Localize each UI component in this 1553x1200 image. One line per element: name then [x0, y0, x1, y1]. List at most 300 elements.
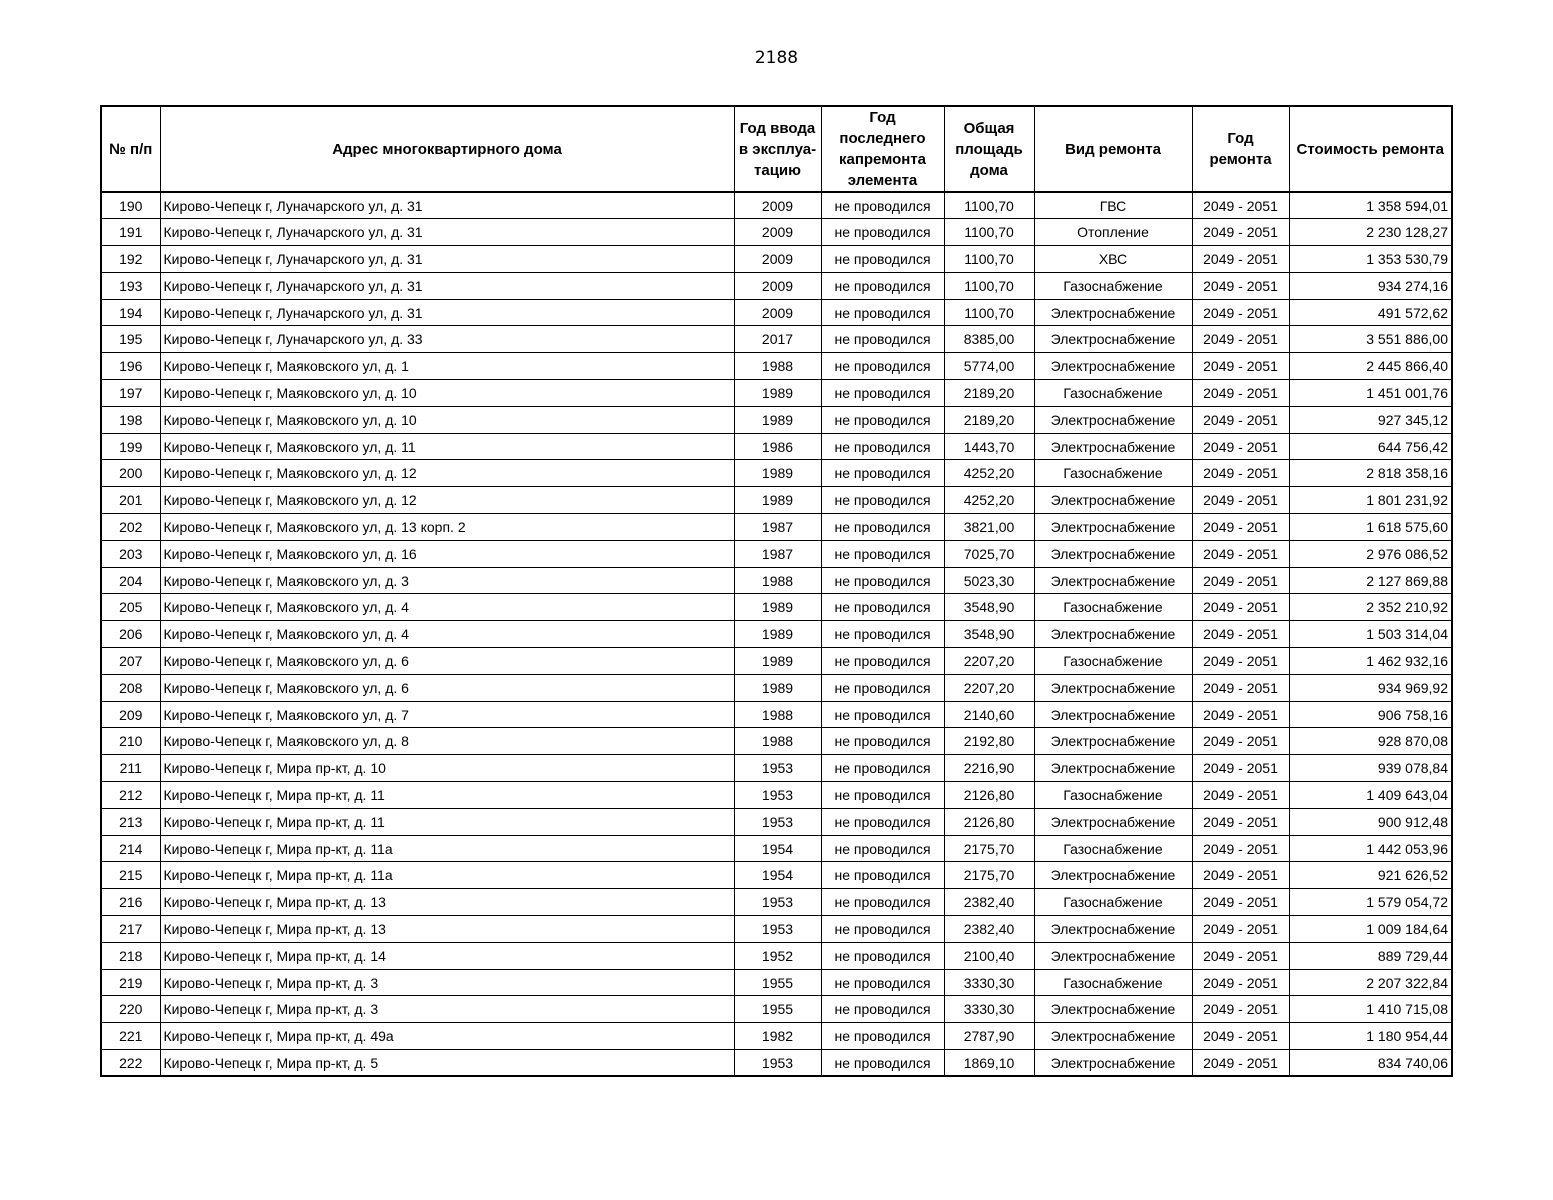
cell-address: Кирово-Чепецк г, Маяковского ул, д. 3	[160, 567, 734, 594]
cell-repair-period: 2049 - 2051	[1192, 1023, 1289, 1050]
cell-area: 2207,20	[944, 648, 1034, 675]
cell-repair-period: 2049 - 2051	[1192, 272, 1289, 299]
cell-repair-type: Электроснабжение	[1034, 674, 1192, 701]
cell-repair-type: Электроснабжение	[1034, 433, 1192, 460]
cell-year-built: 2009	[734, 219, 821, 246]
table-row	[101, 942, 1452, 969]
cell-address: Кирово-Чепецк г, Мира пр-кт, д. 5	[160, 1050, 734, 1077]
cell-last-repair: не проводился	[821, 916, 944, 943]
cell-year-built: 1953	[734, 782, 821, 809]
cell-last-repair: не проводился	[821, 299, 944, 326]
cell-repair-period: 2049 - 2051	[1192, 621, 1289, 648]
cell-area: 1100,70	[944, 219, 1034, 246]
cell-num: 197	[101, 380, 160, 407]
cell-repair-period: 2049 - 2051	[1192, 353, 1289, 380]
cell-last-repair: не проводился	[821, 380, 944, 407]
table-row	[101, 219, 1452, 246]
table-row	[101, 1050, 1452, 1077]
cell-area: 1100,70	[944, 299, 1034, 326]
cell-last-repair: не проводился	[821, 996, 944, 1023]
cell-num: 194	[101, 299, 160, 326]
cell-num: 219	[101, 969, 160, 996]
cell-num: 217	[101, 916, 160, 943]
table-row	[101, 862, 1452, 889]
cell-last-repair: не проводился	[821, 1023, 944, 1050]
cell-repair-period: 2049 - 2051	[1192, 540, 1289, 567]
cell-year-built: 2009	[734, 246, 821, 273]
cell-cost: 1 442 053,96	[1289, 835, 1452, 862]
cell-last-repair: не проводился	[821, 755, 944, 782]
cell-repair-period: 2049 - 2051	[1192, 326, 1289, 353]
cell-cost: 889 729,44	[1289, 942, 1452, 969]
table-row	[101, 996, 1452, 1023]
cell-repair-period: 2049 - 2051	[1192, 514, 1289, 541]
table-row	[101, 433, 1452, 460]
cell-cost: 1 618 575,60	[1289, 514, 1452, 541]
cell-area: 4252,20	[944, 460, 1034, 487]
cell-address: Кирово-Чепецк г, Мира пр-кт, д. 11а	[160, 862, 734, 889]
cell-address: Кирово-Чепецк г, Маяковского ул, д. 12	[160, 460, 734, 487]
table-row	[101, 1023, 1452, 1050]
cell-address: Кирово-Чепецк г, Мира пр-кт, д. 10	[160, 755, 734, 782]
cell-area: 5023,30	[944, 567, 1034, 594]
cell-repair-type: Электроснабжение	[1034, 942, 1192, 969]
repair-registry-table	[100, 105, 1453, 1077]
cell-address: Кирово-Чепецк г, Мира пр-кт, д. 3	[160, 996, 734, 1023]
cell-repair-type: Электроснабжение	[1034, 487, 1192, 514]
table-row	[101, 353, 1452, 380]
cell-cost: 2 818 358,16	[1289, 460, 1452, 487]
cell-last-repair: не проводился	[821, 272, 944, 299]
cell-area: 2189,20	[944, 406, 1034, 433]
cell-repair-type: Газоснабжение	[1034, 460, 1192, 487]
table-row	[101, 782, 1452, 809]
cell-year-built: 1988	[734, 353, 821, 380]
cell-num: 218	[101, 942, 160, 969]
cell-num: 220	[101, 996, 160, 1023]
cell-cost: 2 127 869,88	[1289, 567, 1452, 594]
cell-cost: 1 409 643,04	[1289, 782, 1452, 809]
cell-num: 207	[101, 648, 160, 675]
cell-repair-type: Электроснабжение	[1034, 540, 1192, 567]
cell-num: 193	[101, 272, 160, 299]
cell-repair-period: 2049 - 2051	[1192, 755, 1289, 782]
cell-area: 1443,70	[944, 433, 1034, 460]
cell-address: Кирово-Чепецк г, Мира пр-кт, д. 14	[160, 942, 734, 969]
table-row	[101, 567, 1452, 594]
cell-repair-period: 2049 - 2051	[1192, 674, 1289, 701]
cell-cost: 906 758,16	[1289, 701, 1452, 728]
cell-address: Кирово-Чепецк г, Мира пр-кт, д. 13	[160, 889, 734, 916]
cell-repair-type: Электроснабжение	[1034, 406, 1192, 433]
cell-repair-period: 2049 - 2051	[1192, 567, 1289, 594]
cell-address: Кирово-Чепецк г, Луначарского ул, д. 31	[160, 299, 734, 326]
cell-num: 199	[101, 433, 160, 460]
cell-last-repair: не проводился	[821, 648, 944, 675]
cell-repair-type: Электроснабжение	[1034, 996, 1192, 1023]
cell-cost: 2 976 086,52	[1289, 540, 1452, 567]
cell-area: 2126,80	[944, 782, 1034, 809]
cell-repair-period: 2049 - 2051	[1192, 648, 1289, 675]
cell-repair-type: Электроснабжение	[1034, 299, 1192, 326]
cell-num: 209	[101, 701, 160, 728]
table-row	[101, 755, 1452, 782]
cell-repair-type: Электроснабжение	[1034, 1050, 1192, 1077]
cell-area: 4252,20	[944, 487, 1034, 514]
cell-address: Кирово-Чепецк г, Луначарского ул, д. 31	[160, 272, 734, 299]
cell-repair-period: 2049 - 2051	[1192, 969, 1289, 996]
cell-area: 2175,70	[944, 862, 1034, 889]
header-address: Адрес многоквартирного дома	[160, 106, 734, 192]
cell-area: 8385,00	[944, 326, 1034, 353]
cell-last-repair: не проводился	[821, 487, 944, 514]
cell-last-repair: не проводился	[821, 889, 944, 916]
cell-address: Кирово-Чепецк г, Маяковского ул, д. 10	[160, 380, 734, 407]
cell-address: Кирово-Чепецк г, Маяковского ул, д. 13 корп. 2	[160, 514, 734, 541]
cell-last-repair: не проводился	[821, 514, 944, 541]
cell-last-repair: не проводился	[821, 433, 944, 460]
cell-cost: 1 009 184,64	[1289, 916, 1452, 943]
cell-year-built: 2009	[734, 272, 821, 299]
cell-cost: 928 870,08	[1289, 728, 1452, 755]
cell-cost: 1 358 594,01	[1289, 192, 1452, 219]
cell-num: 210	[101, 728, 160, 755]
table-row	[101, 648, 1452, 675]
cell-address: Кирово-Чепецк г, Луначарского ул, д. 31	[160, 219, 734, 246]
cell-repair-period: 2049 - 2051	[1192, 942, 1289, 969]
cell-num: 191	[101, 219, 160, 246]
header-num: № п/п	[101, 106, 160, 192]
cell-cost: 939 078,84	[1289, 755, 1452, 782]
cell-address: Кирово-Чепецк г, Маяковского ул, д. 1	[160, 353, 734, 380]
cell-last-repair: не проводился	[821, 594, 944, 621]
cell-year-built: 1953	[734, 916, 821, 943]
table-row	[101, 514, 1452, 541]
cell-cost: 491 572,62	[1289, 299, 1452, 326]
cell-year-built: 1955	[734, 996, 821, 1023]
cell-repair-period: 2049 - 2051	[1192, 299, 1289, 326]
cell-year-built: 2009	[734, 299, 821, 326]
cell-cost: 900 912,48	[1289, 808, 1452, 835]
cell-last-repair: не проводился	[821, 808, 944, 835]
cell-repair-period: 2049 - 2051	[1192, 996, 1289, 1023]
cell-repair-period: 2049 - 2051	[1192, 594, 1289, 621]
header-row	[101, 106, 1452, 192]
cell-cost: 921 626,52	[1289, 862, 1452, 889]
cell-num: 204	[101, 567, 160, 594]
cell-address: Кирово-Чепецк г, Маяковского ул, д. 8	[160, 728, 734, 755]
cell-num: 222	[101, 1050, 160, 1077]
cell-num: 202	[101, 514, 160, 541]
cell-area: 1869,10	[944, 1050, 1034, 1077]
cell-repair-type: Электроснабжение	[1034, 916, 1192, 943]
cell-cost: 834 740,06	[1289, 1050, 1452, 1077]
table-row	[101, 916, 1452, 943]
cell-num: 192	[101, 246, 160, 273]
cell-repair-type: Электроснабжение	[1034, 621, 1192, 648]
cell-repair-period: 2049 - 2051	[1192, 380, 1289, 407]
header-repair-type: Вид ремонта	[1034, 106, 1192, 192]
cell-repair-type: Электроснабжение	[1034, 567, 1192, 594]
cell-repair-period: 2049 - 2051	[1192, 433, 1289, 460]
cell-area: 1100,70	[944, 192, 1034, 219]
cell-last-repair: не проводился	[821, 782, 944, 809]
cell-year-built: 1989	[734, 648, 821, 675]
cell-area: 2216,90	[944, 755, 1034, 782]
cell-num: 208	[101, 674, 160, 701]
cell-repair-type: Газоснабжение	[1034, 969, 1192, 996]
cell-year-built: 1953	[734, 889, 821, 916]
cell-address: Кирово-Чепецк г, Мира пр-кт, д. 11	[160, 808, 734, 835]
cell-last-repair: не проводился	[821, 621, 944, 648]
cell-year-built: 1989	[734, 674, 821, 701]
cell-num: 216	[101, 889, 160, 916]
cell-repair-period: 2049 - 2051	[1192, 219, 1289, 246]
cell-num: 203	[101, 540, 160, 567]
table-row	[101, 460, 1452, 487]
cell-address: Кирово-Чепецк г, Луначарского ул, д. 31	[160, 246, 734, 273]
cell-last-repair: не проводился	[821, 674, 944, 701]
table-header	[101, 106, 1452, 192]
table-row	[101, 674, 1452, 701]
cell-repair-type: ГВС	[1034, 192, 1192, 219]
cell-num: 190	[101, 192, 160, 219]
cell-cost: 3 551 886,00	[1289, 326, 1452, 353]
table-body	[101, 192, 1452, 1076]
table-row	[101, 621, 1452, 648]
cell-repair-period: 2049 - 2051	[1192, 460, 1289, 487]
cell-last-repair: не проводился	[821, 406, 944, 433]
cell-address: Кирово-Чепецк г, Маяковского ул, д. 10	[160, 406, 734, 433]
cell-repair-type: Электроснабжение	[1034, 514, 1192, 541]
cell-repair-type: Электроснабжение	[1034, 862, 1192, 889]
cell-repair-period: 2049 - 2051	[1192, 728, 1289, 755]
cell-year-built: 1988	[734, 728, 821, 755]
header-last-repair: Год последнего капремонта элемента	[821, 106, 944, 192]
cell-area: 3330,30	[944, 969, 1034, 996]
cell-year-built: 1986	[734, 433, 821, 460]
cell-address: Кирово-Чепецк г, Мира пр-кт, д. 3	[160, 969, 734, 996]
cell-year-built: 1989	[734, 406, 821, 433]
table-row	[101, 835, 1452, 862]
table-row	[101, 728, 1452, 755]
cell-cost: 1 451 001,76	[1289, 380, 1452, 407]
cell-last-repair: не проводился	[821, 1050, 944, 1077]
table-row	[101, 192, 1452, 219]
table-row	[101, 406, 1452, 433]
header-repair-period: Год ремонта	[1192, 106, 1289, 192]
table-row	[101, 808, 1452, 835]
cell-repair-period: 2049 - 2051	[1192, 192, 1289, 219]
cell-repair-type: Электроснабжение	[1034, 353, 1192, 380]
cell-last-repair: не проводился	[821, 246, 944, 273]
cell-year-built: 1987	[734, 514, 821, 541]
cell-cost: 1 353 530,79	[1289, 246, 1452, 273]
cell-last-repair: не проводился	[821, 567, 944, 594]
table-row	[101, 326, 1452, 353]
cell-year-built: 1988	[734, 701, 821, 728]
cell-cost: 2 445 866,40	[1289, 353, 1452, 380]
cell-area: 2189,20	[944, 380, 1034, 407]
cell-repair-type: Газоснабжение	[1034, 782, 1192, 809]
cell-year-built: 1954	[734, 862, 821, 889]
table-row	[101, 701, 1452, 728]
cell-cost: 2 352 210,92	[1289, 594, 1452, 621]
cell-year-built: 1989	[734, 594, 821, 621]
cell-last-repair: не проводился	[821, 460, 944, 487]
cell-year-built: 2017	[734, 326, 821, 353]
cell-num: 214	[101, 835, 160, 862]
cell-area: 2207,20	[944, 674, 1034, 701]
header-cost: Стоимость ремонта	[1289, 106, 1452, 192]
cell-area: 2140,60	[944, 701, 1034, 728]
table-row	[101, 272, 1452, 299]
cell-last-repair: не проводился	[821, 326, 944, 353]
header-area: Общая площадь дома	[944, 106, 1034, 192]
cell-address: Кирово-Чепецк г, Мира пр-кт, д. 49а	[160, 1023, 734, 1050]
cell-repair-type: Газоснабжение	[1034, 889, 1192, 916]
cell-num: 206	[101, 621, 160, 648]
cell-year-built: 1953	[734, 755, 821, 782]
cell-area: 3330,30	[944, 996, 1034, 1023]
cell-year-built: 1989	[734, 460, 821, 487]
cell-address: Кирово-Чепецк г, Маяковского ул, д. 16	[160, 540, 734, 567]
cell-year-built: 1982	[734, 1023, 821, 1050]
cell-year-built: 1954	[734, 835, 821, 862]
cell-num: 205	[101, 594, 160, 621]
cell-last-repair: не проводился	[821, 192, 944, 219]
cell-year-built: 1989	[734, 621, 821, 648]
cell-num: 195	[101, 326, 160, 353]
table-row	[101, 540, 1452, 567]
cell-cost: 1 180 954,44	[1289, 1023, 1452, 1050]
cell-num: 221	[101, 1023, 160, 1050]
cell-repair-period: 2049 - 2051	[1192, 916, 1289, 943]
cell-address: Кирово-Чепецк г, Маяковского ул, д. 11	[160, 433, 734, 460]
cell-repair-type: Электроснабжение	[1034, 326, 1192, 353]
cell-year-built: 1953	[734, 1050, 821, 1077]
cell-year-built: 1953	[734, 808, 821, 835]
table-row	[101, 969, 1452, 996]
cell-area: 7025,70	[944, 540, 1034, 567]
cell-num: 198	[101, 406, 160, 433]
cell-area: 2787,90	[944, 1023, 1034, 1050]
cell-repair-period: 2049 - 2051	[1192, 701, 1289, 728]
cell-area: 3548,90	[944, 594, 1034, 621]
cell-address: Кирово-Чепецк г, Маяковского ул, д. 7	[160, 701, 734, 728]
cell-repair-type: Отопление	[1034, 219, 1192, 246]
cell-area: 2192,80	[944, 728, 1034, 755]
cell-address: Кирово-Чепецк г, Мира пр-кт, д. 11	[160, 782, 734, 809]
table-row	[101, 889, 1452, 916]
cell-cost: 2 230 128,27	[1289, 219, 1452, 246]
cell-repair-period: 2049 - 2051	[1192, 808, 1289, 835]
cell-last-repair: не проводился	[821, 969, 944, 996]
cell-address: Кирово-Чепецк г, Луначарского ул, д. 33	[160, 326, 734, 353]
cell-cost: 1 462 932,16	[1289, 648, 1452, 675]
cell-area: 1100,70	[944, 272, 1034, 299]
cell-last-repair: не проводился	[821, 540, 944, 567]
cell-area: 3548,90	[944, 621, 1034, 648]
cell-num: 200	[101, 460, 160, 487]
cell-repair-type: Электроснабжение	[1034, 808, 1192, 835]
cell-repair-type: Электроснабжение	[1034, 728, 1192, 755]
cell-year-built: 1988	[734, 567, 821, 594]
cell-cost: 1 503 314,04	[1289, 621, 1452, 648]
cell-cost: 1 579 054,72	[1289, 889, 1452, 916]
table-row	[101, 380, 1452, 407]
cell-last-repair: не проводился	[821, 835, 944, 862]
cell-num: 201	[101, 487, 160, 514]
cell-repair-period: 2049 - 2051	[1192, 246, 1289, 273]
cell-area: 2100,40	[944, 942, 1034, 969]
cell-repair-type: Газоснабжение	[1034, 835, 1192, 862]
header-year-built: Год ввода в эксплуа-тацию	[734, 106, 821, 192]
cell-year-built: 1989	[734, 487, 821, 514]
cell-year-built: 1955	[734, 969, 821, 996]
cell-last-repair: не проводился	[821, 353, 944, 380]
cell-area: 2175,70	[944, 835, 1034, 862]
cell-area: 3821,00	[944, 514, 1034, 541]
cell-last-repair: не проводился	[821, 219, 944, 246]
cell-repair-period: 2049 - 2051	[1192, 889, 1289, 916]
cell-address: Кирово-Чепецк г, Маяковского ул, д. 6	[160, 674, 734, 701]
cell-area: 5774,00	[944, 353, 1034, 380]
cell-last-repair: не проводился	[821, 942, 944, 969]
cell-repair-type: Электроснабжение	[1034, 1023, 1192, 1050]
cell-repair-type: Газоснабжение	[1034, 594, 1192, 621]
cell-repair-type: Электроснабжение	[1034, 755, 1192, 782]
cell-repair-type: Газоснабжение	[1034, 648, 1192, 675]
cell-year-built: 2009	[734, 192, 821, 219]
cell-num: 213	[101, 808, 160, 835]
cell-num: 215	[101, 862, 160, 889]
cell-repair-period: 2049 - 2051	[1192, 835, 1289, 862]
cell-repair-period: 2049 - 2051	[1192, 1050, 1289, 1077]
cell-repair-period: 2049 - 2051	[1192, 406, 1289, 433]
cell-address: Кирово-Чепецк г, Маяковского ул, д. 6	[160, 648, 734, 675]
cell-repair-type: Газоснабжение	[1034, 272, 1192, 299]
cell-cost: 644 756,42	[1289, 433, 1452, 460]
cell-cost: 927 345,12	[1289, 406, 1452, 433]
cell-address: Кирово-Чепецк г, Мира пр-кт, д. 11а	[160, 835, 734, 862]
cell-num: 212	[101, 782, 160, 809]
cell-repair-period: 2049 - 2051	[1192, 782, 1289, 809]
cell-area: 1100,70	[944, 246, 1034, 273]
cell-repair-type: Электроснабжение	[1034, 701, 1192, 728]
cell-repair-period: 2049 - 2051	[1192, 862, 1289, 889]
cell-cost: 934 969,92	[1289, 674, 1452, 701]
cell-address: Кирово-Чепецк г, Маяковского ул, д. 12	[160, 487, 734, 514]
page-number: 2188	[754, 48, 799, 68]
cell-repair-period: 2049 - 2051	[1192, 487, 1289, 514]
cell-repair-type: ХВС	[1034, 246, 1192, 273]
cell-year-built: 1987	[734, 540, 821, 567]
cell-cost: 1 410 715,08	[1289, 996, 1452, 1023]
cell-address: Кирово-Чепецк г, Луначарского ул, д. 31	[160, 192, 734, 219]
cell-year-built: 1952	[734, 942, 821, 969]
table-row	[101, 594, 1452, 621]
cell-cost: 2 207 322,84	[1289, 969, 1452, 996]
cell-cost: 1 801 231,92	[1289, 487, 1452, 514]
cell-area: 2382,40	[944, 889, 1034, 916]
cell-cost: 934 274,16	[1289, 272, 1452, 299]
cell-address: Кирово-Чепецк г, Мира пр-кт, д. 13	[160, 916, 734, 943]
cell-last-repair: не проводился	[821, 862, 944, 889]
table-row	[101, 299, 1452, 326]
cell-repair-type: Газоснабжение	[1034, 380, 1192, 407]
cell-address: Кирово-Чепецк г, Маяковского ул, д. 4	[160, 594, 734, 621]
